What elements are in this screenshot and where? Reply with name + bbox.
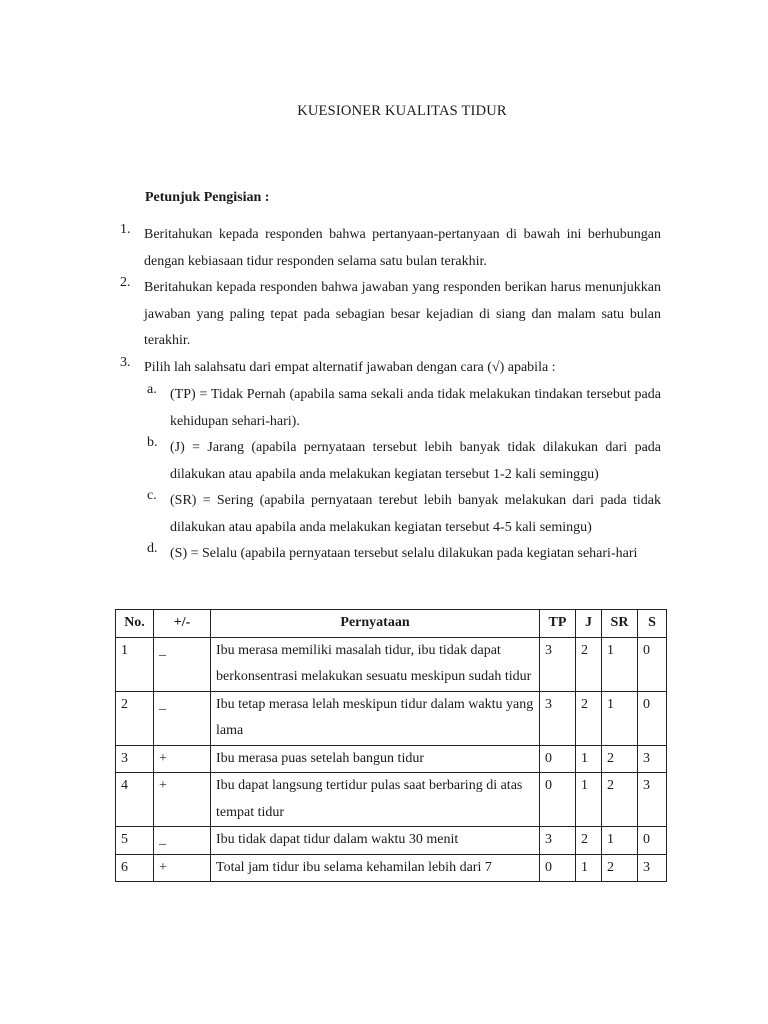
cell-tp: 0 [540,745,576,773]
table-header-row [116,610,667,638]
cell-sr: 1 [602,691,638,745]
cell-no: 4 [116,773,154,827]
cell-tp: 0 [540,854,576,882]
option-text: (J) = Jarang (apabila pernyataan tersebut lebih banyak tidak dilakukan dari pada dilakukan atau apabila anda melakukan kegiatan tersebut 1-2 kali seminggu) [170,440,661,482]
table-row [116,745,667,773]
cell-no: 5 [116,827,154,855]
option-label: d. [147,541,158,556]
cell-plus-minus: _ [154,637,211,691]
cell-sr: 1 [602,637,638,691]
header-j: J [576,610,602,638]
cell-statement: Ibu merasa puas setelah bangun tidur [211,745,540,773]
cell-no: 1 [116,637,154,691]
cell-s: 0 [638,691,667,745]
table-row [116,637,667,691]
instruction-number: 1. [120,222,131,237]
cell-s: 0 [638,827,667,855]
cell-s: 3 [638,745,667,773]
cell-sr: 2 [602,745,638,773]
cell-j: 1 [576,854,602,882]
cell-tp: 0 [540,773,576,827]
cell-no: 6 [116,854,154,882]
instruction-text: Beritahukan kepada responden bahwa jawaban yang responden berikan harus menunjukkan jawaban yang paling tepat pada sebagian besar kejadian di siang dan malam satu bulan terakhir. [144,280,661,348]
header-pernyataan: Pernyataan [211,610,540,638]
cell-s: 3 [638,854,667,882]
cell-statement: Ibu dapat langsung tertidur pulas saat berbaring di atas tempat tidur [211,773,540,827]
option-label: c. [147,488,157,503]
cell-statement: Ibu tetap merasa lelah meskipun tidur dalam waktu yang lama [211,691,540,745]
cell-statement: Ibu tidak dapat tidur dalam waktu 30 menit [211,827,540,855]
cell-tp: 3 [540,637,576,691]
instructions-heading: Petunjuk Pengisian : [145,190,270,205]
table-row [116,827,667,855]
cell-j: 1 [576,773,602,827]
instruction-number: 3. [120,355,131,370]
cell-plus-minus: + [154,745,211,773]
instruction-text: Beritahukan kepada responden bahwa pertanyaan-pertanyaan di bawah ini berhubungan dengan kebiasaan tidur responden selama satu bulan terakhir. [144,227,661,269]
cell-s: 3 [638,773,667,827]
cell-plus-minus: _ [154,827,211,855]
cell-sr: 2 [602,854,638,882]
cell-j: 2 [576,691,602,745]
document-title: KUESIONER KUALITAS TIDUR [297,103,507,119]
cell-no: 3 [116,745,154,773]
instruction-text: Pilih lah salahsatu dari empat alternatif jawaban dengan cara (√) apabila : [144,360,556,375]
header-sr: SR [602,610,638,638]
cell-statement: Total jam tidur ibu selama kehamilan lebih dari 7 [211,854,540,882]
cell-j: 2 [576,637,602,691]
cell-plus-minus: _ [154,691,211,745]
option-label: b. [147,435,158,450]
header-s: S [638,610,667,638]
cell-sr: 1 [602,827,638,855]
cell-tp: 3 [540,691,576,745]
option-text: (SR) = Sering (apabila pernyataan terebut lebih banyak melakukan dari pada tidak dilakukan atau apabila anda melakukan kegiatan tersebut 4-5 kali semingu) [170,493,661,535]
table-row [116,854,667,882]
option-label: a. [147,382,157,397]
table-row [116,773,667,827]
cell-s: 0 [638,637,667,691]
cell-plus-minus: + [154,773,211,827]
header-tp: TP [540,610,576,638]
option-text: (S) = Selalu (apabila pernyataan tersebut selalu dilakukan pada kegiatan sehari-hari [170,546,638,561]
option-text: (TP) = Tidak Pernah (apabila sama sekali anda tidak melakukan tindakan tersebut pada kehidupan sehari-hari). [170,387,661,429]
questionnaire-table [115,609,667,882]
cell-j: 2 [576,827,602,855]
header-no: No. [116,610,154,638]
instruction-number: 2. [120,275,131,290]
cell-sr: 2 [602,773,638,827]
cell-plus-minus: + [154,854,211,882]
cell-tp: 3 [540,827,576,855]
table-row [116,691,667,745]
cell-j: 1 [576,745,602,773]
cell-no: 2 [116,691,154,745]
cell-statement: Ibu merasa memiliki masalah tidur, ibu tidak dapat berkonsentrasi melakukan sesuatu meskipun sudah tidur [211,637,540,691]
header-plus-minus: +/- [154,610,211,638]
